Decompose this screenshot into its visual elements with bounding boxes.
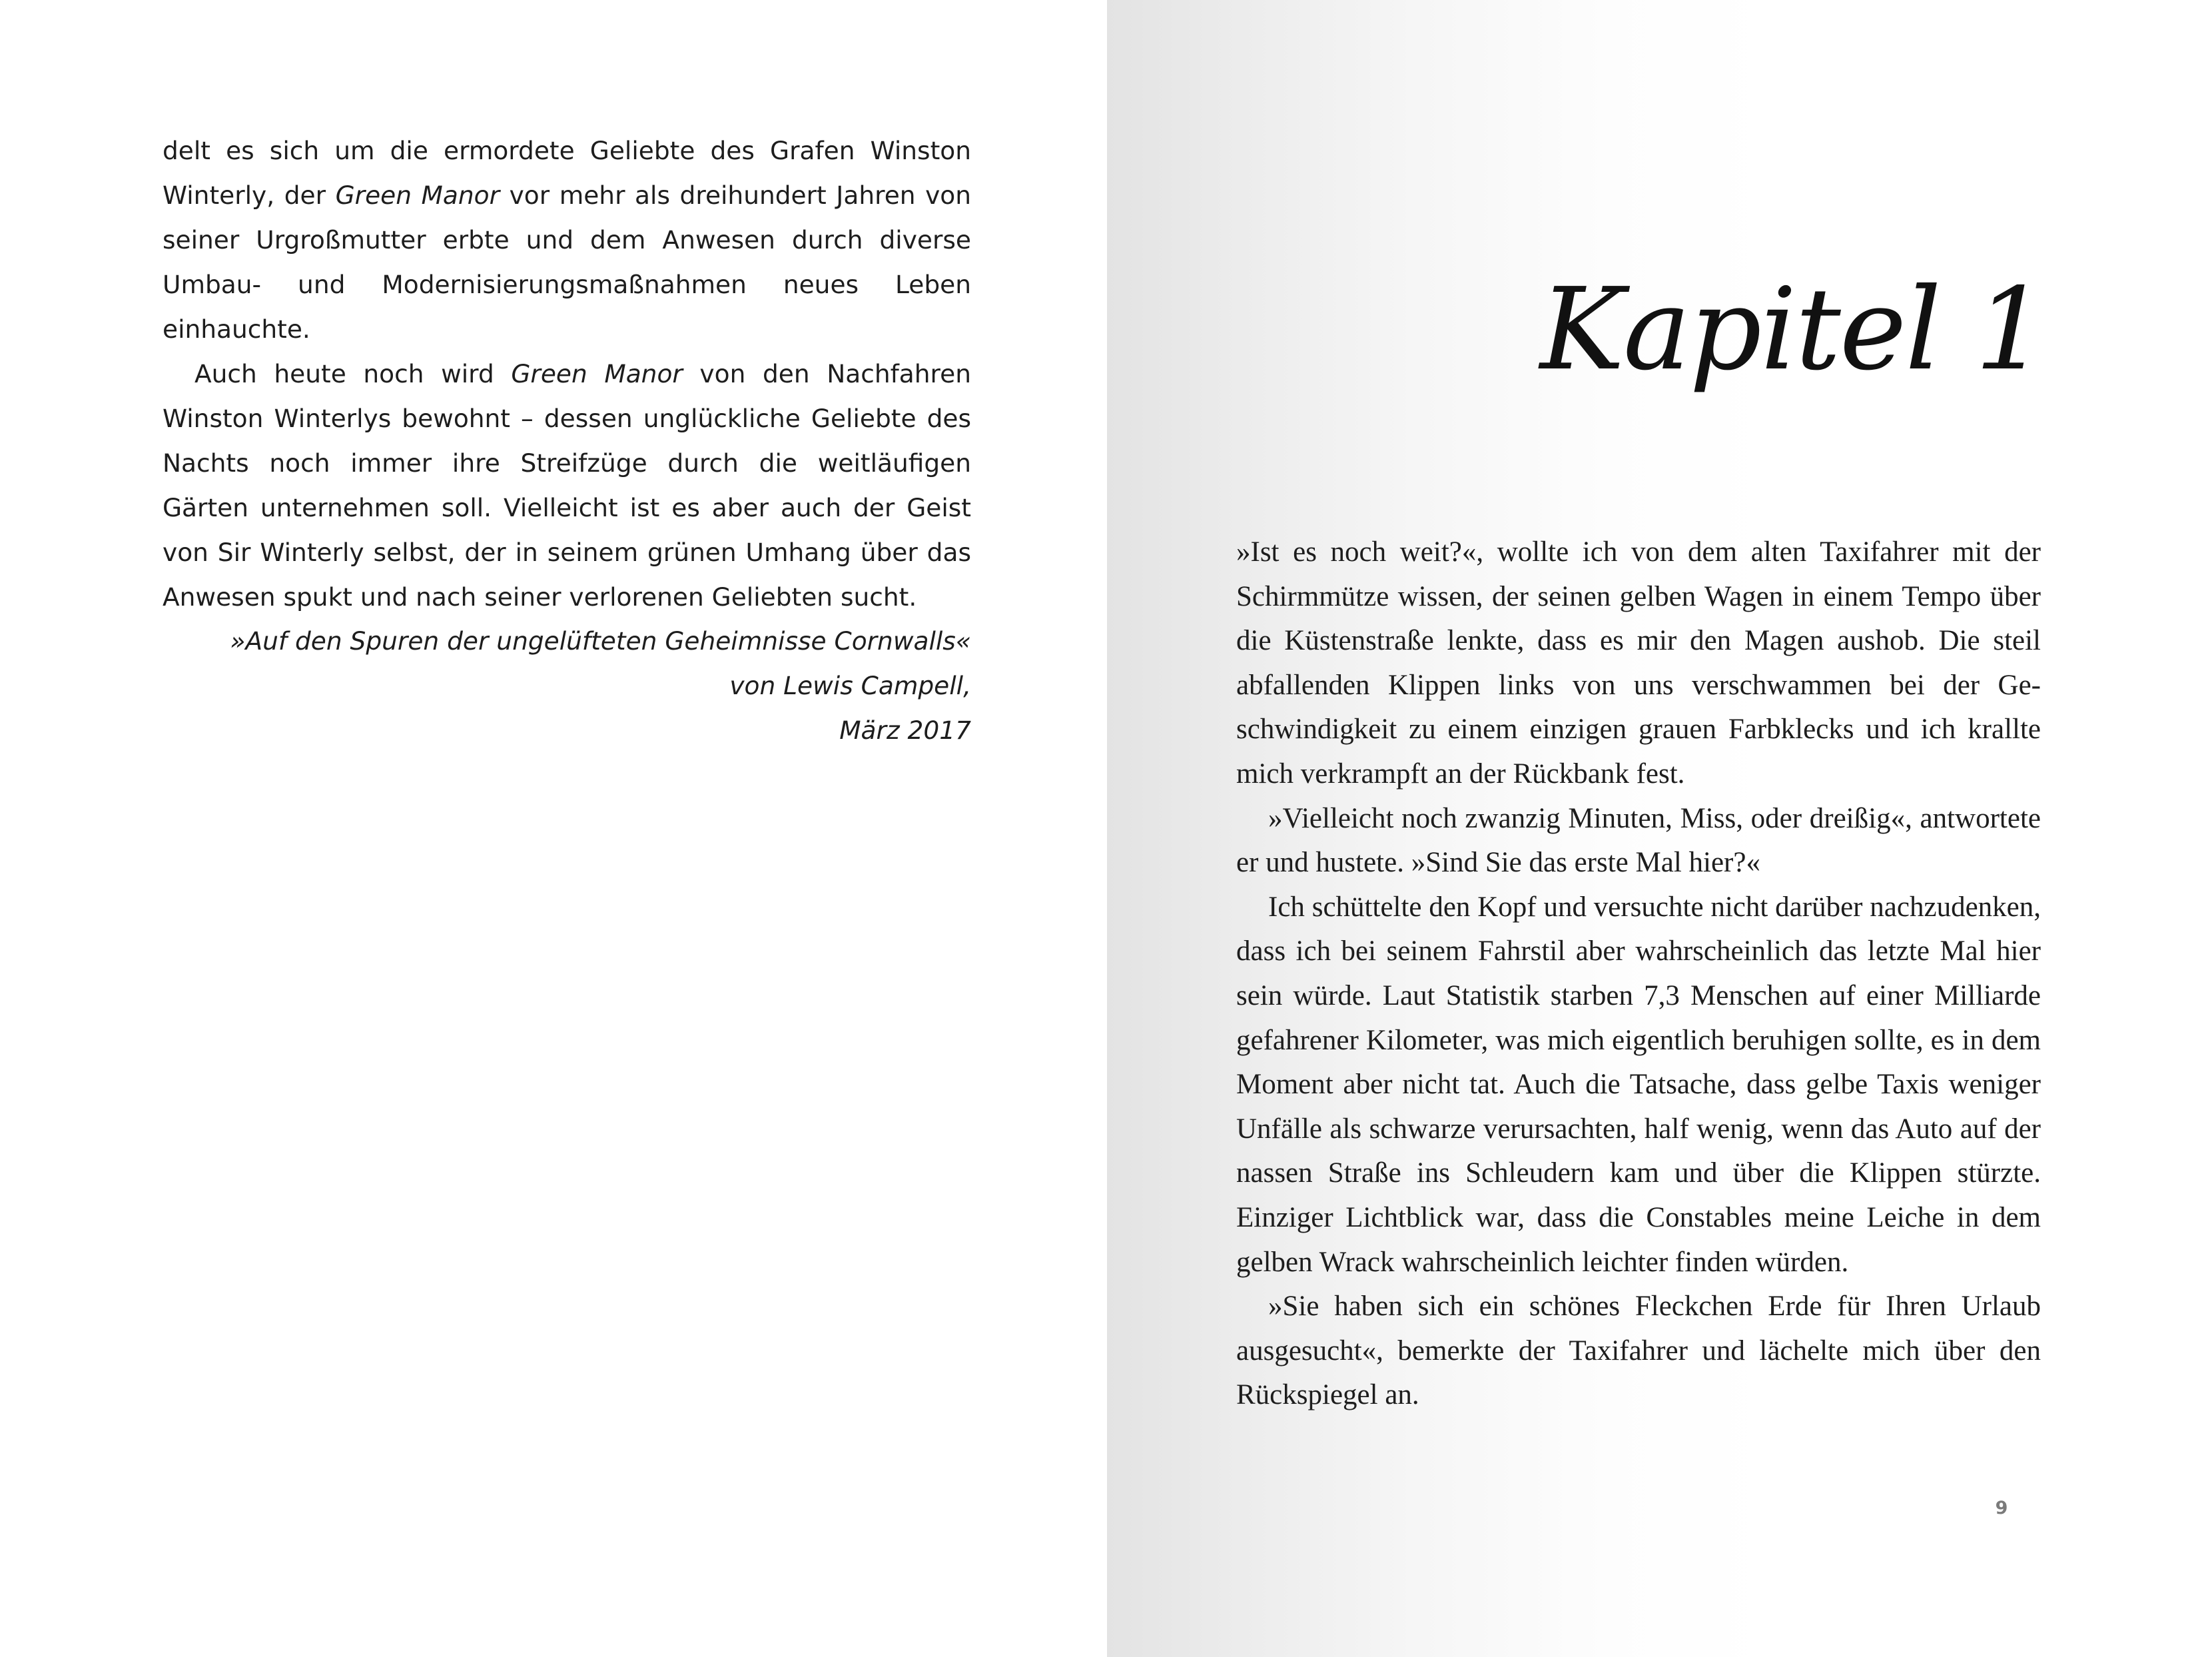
chapter-heading: Kapitel 1	[1539, 264, 2045, 396]
source-date: März 2017	[839, 716, 971, 745]
left-paragraph-2: Auch heute noch wird Green Manor von den Nachfahren Winston Winterlys bewohnt – dessen unglückliche Geliebte des Nachts noch immer ihre Streifzüge durch die weitläufigen Gärten unternehmen soll. Vielleicht ist es aber auch der Geist von Sir Winterly selbst, der in seinem grünen Umhang über das Anwesen spukt und nach seiner verlorenen Geliebten sucht.	[163, 359, 971, 612]
right-paragraph-4: »Sie haben sich ein schönes Fleckchen Erde für Ihren Urlaub ausgesucht«, bemerkte der Taxifahrer und lächelte mich über den Rückspiegel an.	[1236, 1291, 2041, 1411]
quote-source	[163, 619, 971, 753]
right-paragraph-3: Ich schüttelte den Kopf und versuchte nicht darüber nachzudenken, dass ich bei seinem Fahrstil aber wahrscheinlich das letzte Mal hier sein würde. Laut Statistik starben 7,3 Menschen auf einer Milliarde gefahrener Kilometer, was mich eigentlich beruhigen sollte, es in dem Moment aber nicht tat. Auch die Tatsache, dass gelbe Taxis weniger Unfälle als schwarze verursachten, half wenig, wenn das Auto auf der nassen Straße ins Schleudern kam und über die Klippen stürzte. Einziger Lichtblick war, dass die Constables meine Leiche in dem gelben Wrack wahrscheinlich leichter finden würden.	[1236, 891, 2041, 1278]
right-page-body	[1236, 530, 2041, 1418]
book-title-green-manor: Green Manor	[335, 181, 500, 210]
left-paragraph-1: delt es sich um die ermordete Geliebte des Grafen Winston Winterly, der Green Manor vor mehr als dreihundert Jahren von seiner Urgroßmutter erbte und dem Anwesen durch diverse Umbau- und Modernisierungsmaßnahmen neues Leben einhauchte.	[163, 136, 972, 344]
source-title: »Auf den Spuren der ungelüfteten Geheimnisse Cornwalls«	[230, 626, 971, 656]
right-paragraph-2: »Vielleicht noch zwanzig Minuten, Miss, oder dreißig«, antwortete er und hustete. »Sind Sie das erste Mal hier?«	[1236, 802, 2041, 879]
left-page-body	[163, 129, 971, 620]
right-paragraph-1: »Ist es noch weit?«, wollte ich von dem alten Taxifahrer mit der Schirmmütze wissen, der seinen gelben Wagen in einem Tempo über die Küstenstraße lenkte, dass es mir den Magen aushob. Die steil abfallenden Klippen links von uns verschwammen bei der Geschwindigkeit zu einem einzigen grauen Farbklecks und ich krallte mich verkrampft an der Rückbank fest.	[1236, 536, 2041, 790]
source-author: von Lewis Campell,	[729, 671, 971, 700]
page-number: 9	[1995, 1498, 2008, 1518]
book-title-green-manor: Green Manor	[511, 359, 683, 388]
